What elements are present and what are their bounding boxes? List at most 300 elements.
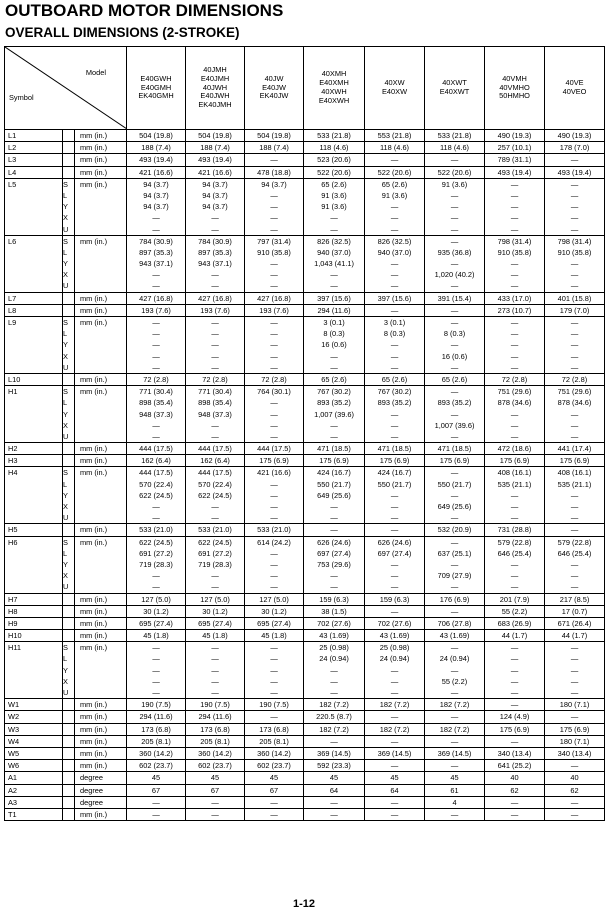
value-cell — [365, 796, 425, 808]
cell-line: — — [510, 224, 519, 234]
cell-line — [63, 455, 72, 466]
value-cell — [365, 630, 425, 642]
value-cell — [186, 317, 245, 374]
cell-line: 893 (35.2) — [317, 398, 351, 408]
cell-line: 522 (20.6) — [377, 167, 412, 177]
value-cell — [127, 630, 186, 642]
cell-line: 697 (27.4) — [377, 548, 412, 558]
cell-line: — — [570, 281, 579, 291]
value-cell — [485, 711, 545, 723]
unit-text: mm (in.) — [80, 155, 108, 165]
cell-line: U — [63, 688, 69, 697]
value-cell — [304, 760, 365, 772]
value-cell — [365, 760, 425, 772]
value-cell — [186, 772, 245, 784]
cell-line: — — [211, 224, 219, 234]
value-cell — [365, 711, 425, 723]
symbol-cell — [5, 772, 63, 784]
cell-line: 182 (7.2) — [319, 724, 349, 734]
cell-line: 175 (6.9) — [499, 724, 530, 734]
value-cell — [425, 605, 485, 617]
cell-line: 798 (31.4) — [557, 236, 592, 246]
cell-line: — — [570, 643, 579, 653]
cell-line: 94 (3.7) — [143, 202, 169, 212]
value-cell — [304, 747, 365, 759]
cell-line: — — [390, 409, 399, 419]
value-cell — [127, 747, 186, 759]
cell-line: 940 (37.0) — [317, 247, 351, 257]
model-name: 40XWT — [442, 78, 467, 88]
header-diagonal-line — [5, 47, 127, 129]
cell-line: 751 (29.6) — [557, 387, 592, 397]
symbol-text: W5 — [8, 748, 20, 758]
value-cell — [545, 317, 605, 374]
cell-line: 493 (19.4) — [139, 155, 173, 165]
cell-line: 421 (16.6) — [139, 167, 173, 177]
variant-cell — [63, 467, 75, 524]
table-row — [5, 735, 605, 747]
cell-line: 697 (27.4) — [317, 548, 351, 558]
cell-line: — — [390, 525, 399, 535]
value-cell — [545, 178, 605, 235]
cell-line: — — [211, 688, 219, 697]
cell-line: 45 — [329, 773, 339, 783]
value-cell — [425, 593, 485, 605]
value-cell — [186, 443, 245, 455]
cell-line: 25 (0.98) — [379, 643, 410, 653]
symbol-text: H5 — [8, 525, 18, 535]
cell-line: 94 (3.7) — [261, 179, 287, 189]
value-cell — [485, 386, 545, 443]
cell-line: — — [570, 559, 579, 569]
cell-line: 72 (2.8) — [143, 374, 169, 384]
cell-line — [63, 142, 72, 153]
value-cell — [304, 166, 365, 178]
cell-line: — — [510, 351, 519, 361]
cell-line: — — [330, 281, 338, 291]
cell-line: — — [270, 329, 278, 339]
value-cell — [425, 808, 485, 820]
value-cell — [545, 455, 605, 467]
cell-line: 691 (27.2) — [198, 548, 232, 558]
value-cell — [245, 130, 304, 142]
cell-line: 193 (7.6) — [141, 305, 171, 315]
cell-line: — — [330, 362, 338, 372]
cell-line: — — [390, 202, 399, 212]
variant-cell — [63, 166, 75, 178]
cell-line: S — [63, 318, 68, 327]
cell-line: 533 (21.8) — [317, 131, 351, 140]
value-cell — [304, 699, 365, 711]
value-cell — [304, 642, 365, 699]
cell-line: 592 (23.3) — [317, 761, 351, 771]
model-header-cell — [425, 47, 485, 130]
table-row — [5, 699, 605, 711]
cell-line: — — [270, 676, 278, 686]
cell-line: S — [63, 643, 68, 653]
cell-line: 602 (23.7) — [257, 761, 291, 771]
variant-cell — [63, 130, 75, 142]
cell-line: 427 (16.8) — [198, 293, 232, 303]
model-name: E40XWT — [439, 87, 470, 96]
value-cell — [425, 455, 485, 467]
cell-line: 784 (30.9) — [139, 236, 173, 246]
table-row — [5, 455, 605, 467]
value-cell — [365, 536, 425, 593]
value-cell — [365, 455, 425, 467]
value-cell — [425, 142, 485, 154]
cell-line: 767 (30.2) — [317, 387, 351, 397]
table-row — [5, 772, 605, 784]
cell-line: — — [570, 190, 579, 200]
cell-line: — — [211, 351, 219, 361]
symbol-text: L6 — [8, 236, 17, 246]
cell-line: — — [450, 318, 459, 327]
table-row — [5, 760, 605, 772]
value-cell — [186, 760, 245, 772]
model-header-cell — [485, 47, 545, 130]
cell-line: L — [63, 329, 68, 339]
cell-line: — — [450, 387, 459, 397]
cell-line: — — [270, 420, 278, 430]
unit-cell — [75, 723, 127, 735]
cell-line — [63, 524, 72, 535]
cell-line: 257 (10.1) — [497, 143, 532, 153]
model-name: E40GMH — [140, 82, 172, 92]
cell-line: 30 (1.2) — [143, 606, 169, 616]
cell-line: 16 (0.6) — [321, 340, 347, 350]
value-cell — [245, 772, 304, 784]
symbol-cell — [5, 317, 63, 374]
cell-line: 65 (2.6) — [441, 374, 468, 384]
cell-line: S — [63, 387, 68, 397]
value-cell — [186, 536, 245, 593]
model-name: EK40JW — [259, 91, 289, 101]
symbol-text: W6 — [8, 761, 20, 771]
cell-line: 273 (10.7) — [497, 305, 532, 315]
value-cell — [186, 178, 245, 235]
value-cell — [127, 166, 186, 178]
variant-cell — [63, 723, 75, 735]
cell-line: 471 (18.5) — [317, 444, 351, 454]
model-name: EK40JMH — [198, 100, 232, 110]
table-row — [5, 317, 605, 374]
cell-line: 897 (35.3) — [198, 247, 232, 257]
symbol-text: H11 — [8, 643, 22, 653]
unit-text: mm (in.) — [80, 736, 108, 746]
cell-line: — — [510, 665, 519, 675]
cell-line: — — [510, 502, 519, 511]
table-row — [5, 808, 605, 820]
cell-line: — — [510, 420, 519, 430]
unit-text: mm (in.) — [80, 387, 108, 397]
cell-line: — — [270, 213, 278, 223]
cell-line: — — [152, 318, 160, 327]
cell-line — [63, 606, 72, 617]
cell-line: 159 (6.3) — [379, 594, 410, 604]
variant-cell — [63, 605, 75, 617]
value-cell — [425, 386, 485, 443]
cell-line: — — [270, 665, 278, 675]
unit-cell — [75, 317, 127, 374]
value-cell — [304, 796, 365, 808]
value-cell — [425, 178, 485, 235]
cell-line: 220.5 (8.7) — [316, 712, 352, 722]
unit-text: mm (in.) — [80, 537, 108, 547]
table-row — [5, 292, 605, 304]
cell-line: 602 (23.7) — [198, 761, 232, 771]
table-row — [5, 711, 605, 723]
cell-line: — — [390, 362, 399, 372]
cell-line: — — [152, 213, 160, 223]
value-cell — [127, 760, 186, 772]
value-cell — [245, 292, 304, 304]
value-cell — [245, 617, 304, 629]
cell-line: — — [450, 809, 459, 819]
variant-cell — [63, 796, 75, 808]
cell-line: — — [390, 420, 399, 430]
cell-line: — — [450, 236, 459, 246]
cell-line: L — [63, 247, 68, 257]
cell-line: 570 (22.4) — [139, 479, 173, 489]
cell-line: U — [63, 582, 69, 592]
cell-line: 65 (2.6) — [321, 179, 347, 189]
cell-line: 1,043 (41.1) — [314, 259, 354, 269]
value-cell — [127, 617, 186, 629]
cell-line: 948 (37.3) — [139, 409, 173, 419]
value-cell — [186, 735, 245, 747]
value-cell — [425, 536, 485, 593]
symbol-text: W4 — [8, 736, 20, 746]
cell-line: — — [510, 318, 519, 327]
value-cell — [365, 443, 425, 455]
value-cell — [304, 386, 365, 443]
cell-line: 550 (21.7) — [377, 479, 412, 489]
cell-line: — — [330, 582, 338, 592]
value-cell — [304, 443, 365, 455]
cell-line: X — [63, 676, 68, 686]
variant-cell — [63, 617, 75, 629]
cell-line: — — [330, 270, 338, 280]
cell-line: — — [390, 513, 399, 523]
cell-line: 175 (6.9) — [319, 456, 349, 466]
cell-line: — — [450, 281, 459, 291]
symbol-cell — [5, 443, 63, 455]
value-cell — [245, 317, 304, 374]
value-cell — [127, 467, 186, 524]
value-cell — [545, 166, 605, 178]
cell-line: 179 (7.0) — [559, 305, 590, 315]
cell-line: L — [63, 654, 68, 664]
cell-line: — — [152, 362, 160, 372]
variant-cell — [63, 808, 75, 820]
cell-line: 24 (0.94) — [379, 654, 410, 664]
value-cell — [245, 455, 304, 467]
cell-line: 798 (31.4) — [497, 236, 532, 246]
value-cell — [545, 711, 605, 723]
value-cell — [365, 235, 425, 292]
cell-line: 408 (16.1) — [497, 468, 532, 478]
page-title: OUTBOARD MOTOR DIMENSIONS — [5, 1, 284, 20]
cell-line — [63, 797, 72, 808]
cell-line: Y — [63, 409, 68, 419]
value-cell — [425, 373, 485, 385]
cell-line: 401 (15.8) — [557, 293, 592, 303]
cell-line: — — [450, 761, 459, 771]
value-cell — [545, 784, 605, 796]
cell-line: — — [450, 643, 459, 653]
model-header-cell — [304, 47, 365, 130]
value-cell — [304, 723, 365, 735]
cell-line: 91 (3.6) — [321, 202, 347, 212]
value-cell — [186, 630, 245, 642]
cell-line: 444 (17.5) — [198, 468, 232, 478]
value-cell — [545, 142, 605, 154]
value-cell — [245, 711, 304, 723]
value-cell — [425, 699, 485, 711]
model-name: 40JWH — [202, 82, 228, 92]
table-row — [5, 593, 605, 605]
cell-line: — — [390, 582, 399, 592]
table-row — [5, 178, 605, 235]
unit-cell — [75, 711, 127, 723]
cell-line: — — [570, 513, 579, 523]
cell-line: 646 (25.4) — [497, 548, 532, 558]
cell-line: 427 (16.8) — [139, 293, 173, 303]
cell-line: — — [570, 351, 579, 361]
cell-line: 691 (27.2) — [139, 548, 173, 558]
cell-line: 127 (5.0) — [200, 594, 230, 604]
unit-text: mm (in.) — [80, 456, 108, 466]
cell-line — [63, 374, 72, 385]
symbol-text: T1 — [8, 809, 17, 819]
unit-text: mm (in.) — [80, 318, 108, 327]
value-cell — [485, 760, 545, 772]
value-cell — [186, 154, 245, 166]
value-cell — [127, 235, 186, 292]
cell-line: — — [510, 179, 519, 189]
cell-line: — — [570, 676, 579, 686]
value-cell — [485, 317, 545, 374]
value-cell — [186, 292, 245, 304]
symbol-cell — [5, 723, 63, 735]
variant-cell — [63, 235, 75, 292]
cell-line: — — [450, 224, 459, 234]
cell-line: — — [390, 305, 399, 315]
cell-line: — — [270, 571, 278, 581]
cell-line: L — [63, 479, 68, 489]
cell-line: 898 (35.4) — [139, 398, 173, 408]
cell-line: — — [570, 571, 579, 581]
cell-line: 4 — [452, 797, 457, 807]
cell-line: 40 — [570, 773, 579, 783]
value-cell — [425, 617, 485, 629]
cell-line: 360 (14.2) — [257, 748, 291, 758]
variant-cell — [63, 747, 75, 759]
cell-line: — — [570, 420, 579, 430]
cell-line: 427 (16.8) — [257, 293, 291, 303]
cell-line: 408 (16.1) — [557, 468, 592, 478]
cell-line: — — [390, 712, 399, 722]
value-cell — [365, 467, 425, 524]
unit-cell — [75, 235, 127, 292]
cell-line: 17 (0.7) — [561, 606, 588, 616]
unit-text: mm (in.) — [80, 468, 108, 478]
cell-line: 709 (27.9) — [437, 571, 472, 581]
cell-line: 72 (2.8) — [501, 374, 528, 384]
model-name: E40XMH — [319, 78, 349, 88]
cell-line: 771 (30.4) — [139, 387, 173, 397]
cell-line: 65 (2.6) — [381, 374, 408, 384]
cell-line: 188 (7.4) — [141, 143, 171, 153]
cell-line: — — [211, 654, 219, 664]
cell-line: 893 (35.2) — [377, 398, 412, 408]
cell-line: — — [390, 676, 399, 686]
value-cell — [304, 808, 365, 820]
table-row — [5, 630, 605, 642]
cell-line: 751 (29.6) — [497, 387, 532, 397]
cell-line: 30 (1.2) — [261, 606, 287, 616]
cell-line: — — [211, 809, 219, 819]
unit-text: mm (in.) — [80, 167, 108, 177]
cell-line: — — [450, 190, 459, 200]
cell-line: S — [63, 537, 68, 547]
table-row — [5, 784, 605, 796]
value-cell — [186, 784, 245, 796]
value-cell — [245, 630, 304, 642]
symbol-text: H6 — [8, 537, 18, 547]
symbol-cell — [5, 154, 63, 166]
cell-line: 940 (37.0) — [377, 247, 412, 257]
unit-cell — [75, 642, 127, 699]
cell-line: 188 (7.4) — [200, 143, 230, 153]
cell-line: 8 (0.3) — [443, 329, 466, 339]
value-cell — [186, 386, 245, 443]
value-cell — [365, 784, 425, 796]
symbol-text: L2 — [8, 143, 17, 153]
table-row — [5, 166, 605, 178]
value-cell — [245, 796, 304, 808]
value-cell — [186, 796, 245, 808]
value-cell — [425, 772, 485, 784]
cell-line: — — [211, 431, 219, 441]
cell-line: 188 (7.4) — [259, 143, 289, 153]
cell-line: — — [390, 502, 399, 511]
cell-line: 180 (7.1) — [559, 736, 590, 746]
cell-line: — — [450, 490, 459, 500]
cell-line: 535 (21.1) — [497, 479, 532, 489]
cell-line: — — [390, 351, 399, 361]
cell-line: 182 (7.2) — [439, 700, 470, 710]
value-cell — [545, 386, 605, 443]
unit-text: mm (in.) — [80, 618, 108, 628]
cell-line — [63, 443, 72, 454]
value-cell — [186, 699, 245, 711]
value-cell — [127, 524, 186, 536]
unit-cell — [75, 154, 127, 166]
value-cell — [485, 642, 545, 699]
value-cell — [545, 605, 605, 617]
cell-line: 649 (25.6) — [437, 502, 472, 511]
cell-line: — — [270, 340, 278, 350]
cell-line: 94 (3.7) — [202, 190, 228, 200]
cell-line: X — [63, 571, 68, 581]
value-cell — [485, 373, 545, 385]
cell-line: 641 (25.2) — [497, 761, 532, 771]
unit-cell — [75, 630, 127, 642]
symbol-cell — [5, 735, 63, 747]
cell-line: — — [270, 155, 278, 165]
